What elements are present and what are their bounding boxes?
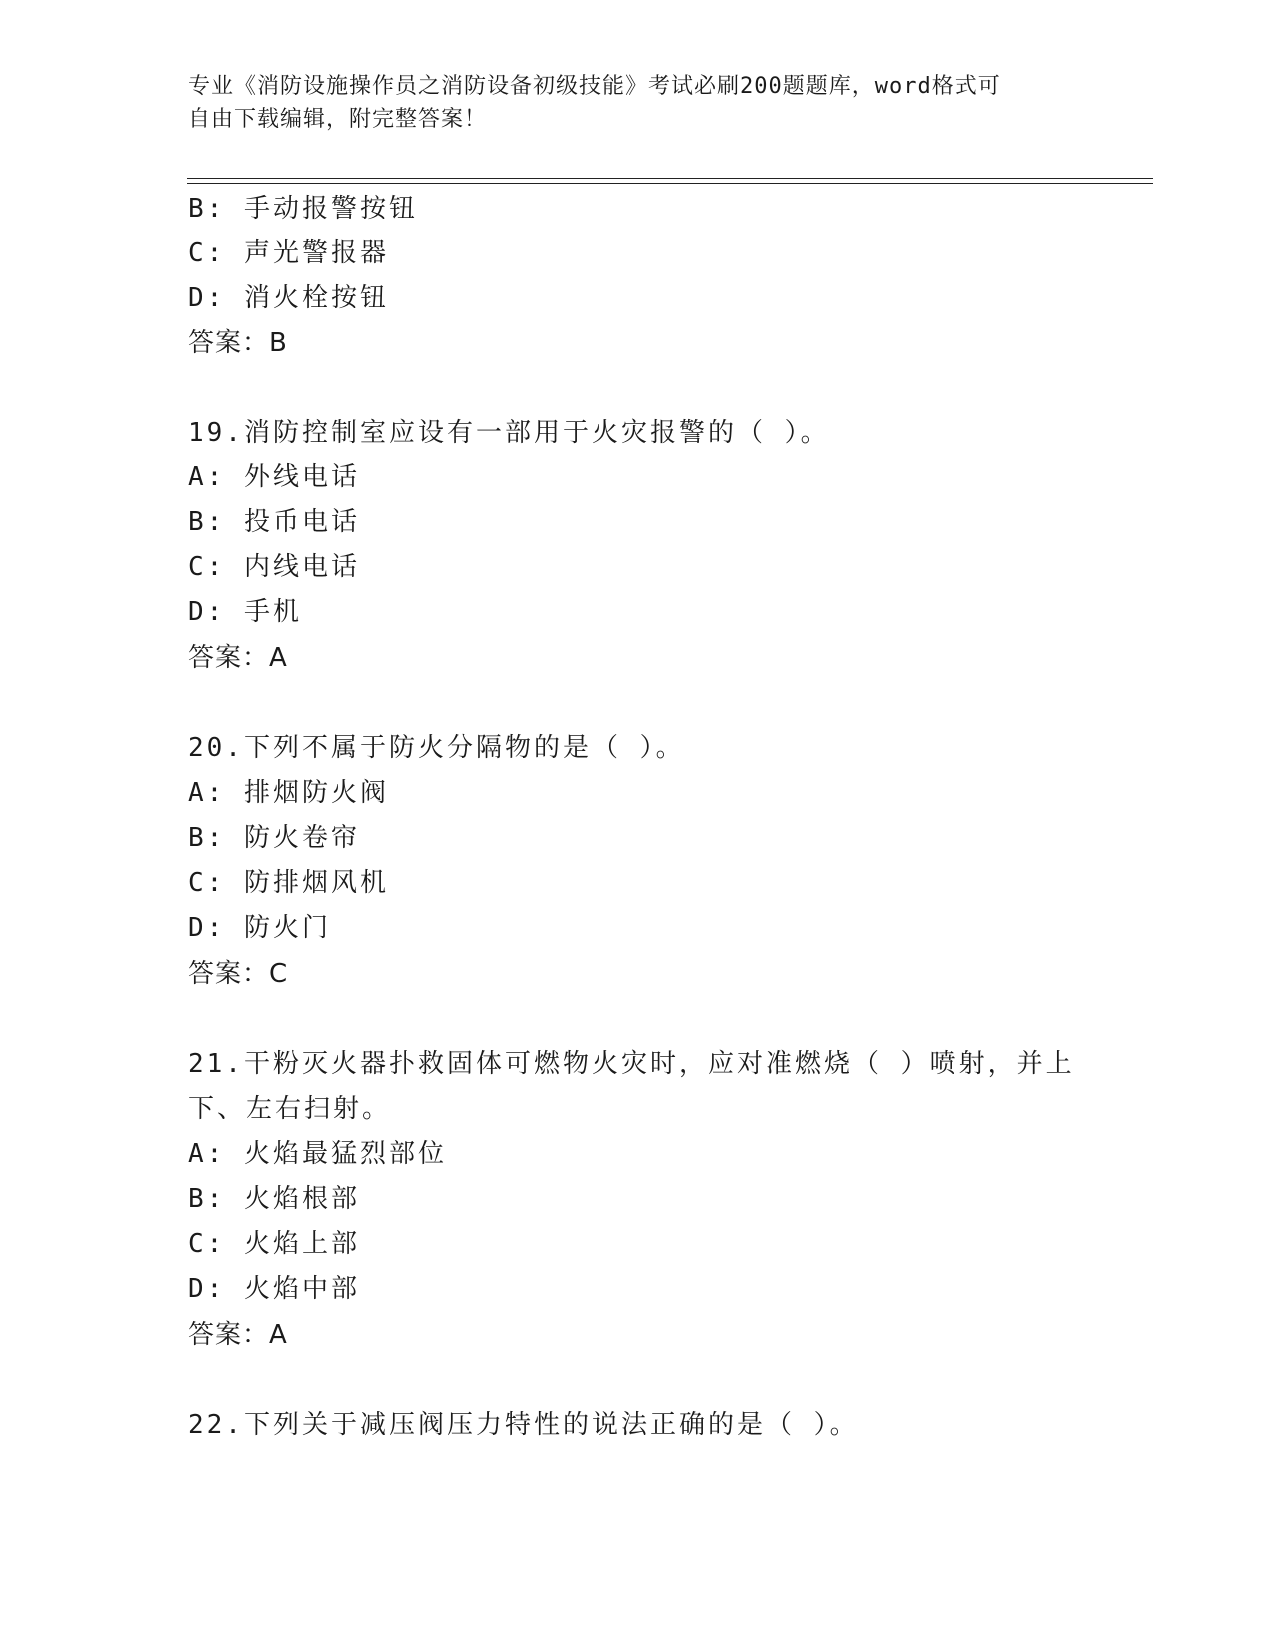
q20-question: 20.下列不属于防火分隔物的是（ ）。 [188,733,685,763]
q18-option-b: B: 手动报警按钮 [188,194,418,224]
q18-answer: 答案：B [188,328,288,358]
q21-option-a: A: 火焰最猛烈部位 [188,1139,447,1169]
q20-option-b: B: 防火卷帘 [188,823,360,853]
header-divider-bottom [187,183,1153,184]
q19-option-c: C: 内线电话 [188,552,360,582]
q19-option-a: A: 外线电话 [188,462,360,492]
q21-question-line-2: 下、左右扫射。 [188,1094,392,1124]
q20-answer: 答案：C [188,959,289,989]
q19-option-d: D: 手机 [188,597,302,627]
q19-answer: 答案：A [188,643,288,673]
q18-option-c: C: 声光警报器 [188,238,389,268]
header-line-2: 自由下载编辑，附完整答案！ [188,107,488,132]
q21-option-c: C: 火焰上部 [188,1229,360,1259]
q19-option-b: B: 投币电话 [188,507,360,537]
document-header [188,70,1088,136]
q20-option-a: A: 排烟防火阀 [188,778,389,808]
q22-question: 22.下列关于减压阀压力特性的说法正确的是（ ）。 [188,1410,859,1440]
q21-option-d: D: 火焰中部 [188,1274,360,1304]
header-divider-top [187,178,1153,179]
q20-option-d: D: 防火门 [188,913,331,943]
q21-answer: 答案：A [188,1320,288,1350]
q21-option-b: B: 火焰根部 [188,1184,360,1214]
q19-question: 19.消防控制室应设有一部用于火灾报警的（ ）。 [188,418,830,448]
q18-option-d: D: 消火栓按钮 [188,283,389,313]
header-line-1: 专业《消防设施操作员之消防设备初级技能》考试必刷200题题库，word格式可 [188,74,1001,99]
q21-question-line-1: 21.干粉灭火器扑救固体可燃物火灾时，应对准燃烧（ ）喷射，并上 [188,1049,1075,1079]
q20-option-c: C: 防排烟风机 [188,868,389,898]
